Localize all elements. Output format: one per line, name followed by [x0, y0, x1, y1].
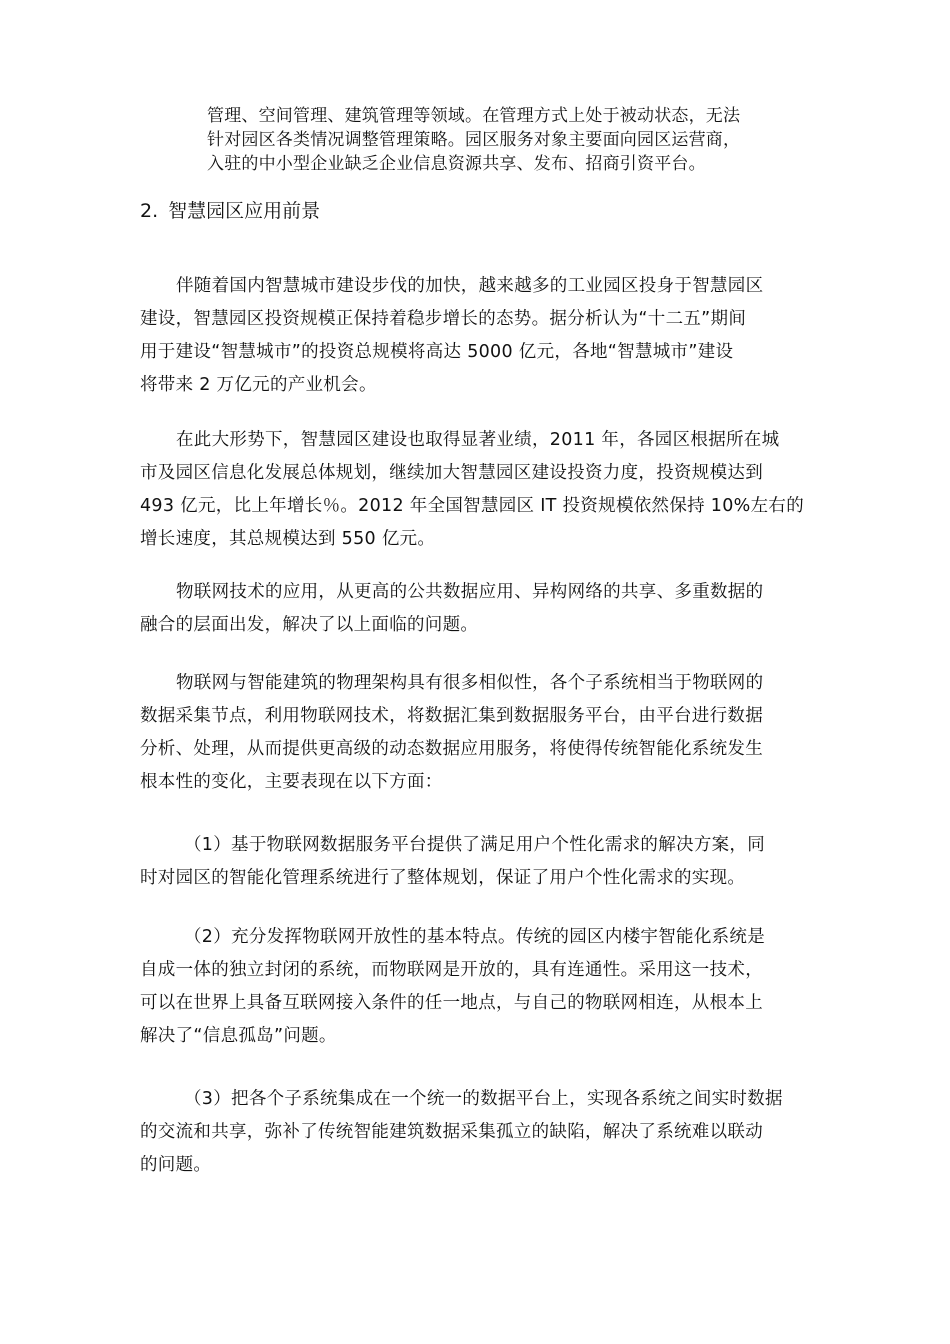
text-line: 493 亿元，比上年增长％。2012 年全国智慧园区 IT 投资规模依然保持 10%左右的	[140, 496, 804, 516]
section-title: 智慧园区应用前景	[168, 200, 321, 222]
text-line: 管理、空间管理、建筑管理等领域。在管理方式上处于被动状态，无法	[207, 106, 741, 126]
text-line: （3）把各个子系统集成在一个统一的数据平台上，实现各系统之间实时数据	[184, 1089, 783, 1109]
text-line: 融合的层面出发，解决了以上面临的问题。	[140, 615, 479, 635]
text-line: 的交流和共享，弥补了传统智能建筑数据采集孤立的缺陷，解决了系统难以联动	[140, 1122, 763, 1142]
text-line: 物联网与智能建筑的物理架构具有很多相似性，各个子系统相当于物联网的	[176, 673, 764, 693]
body-paragraph-3	[140, 576, 820, 642]
text-line: 增长速度，其总规模达到 550 亿元。	[140, 529, 436, 549]
text-line: 入驻的中小型企业缺乏企业信息资源共享、发布、招商引资平台。	[207, 154, 706, 174]
text-line: 建设，智慧园区投资规模正保持着稳步增长的态势。据分析认为“十二五”期间	[140, 309, 747, 329]
text-line: （2）充分发挥物联网开放性的基本特点。传统的园区内楼宇智能化系统是	[184, 927, 766, 947]
text-line: 时对园区的智能化管理系统进行了整体规划，保证了用户个性化需求的实现。	[140, 868, 746, 888]
list-item-2	[140, 921, 820, 1053]
text-line: 用于建设“智慧城市”的投资总规模将高达 5000 亿元，各地“智慧城市”建设	[140, 342, 734, 362]
text-line: 市及园区信息化发展总体规划，继续加大智慧园区建设投资力度，投资规模达到	[140, 463, 763, 483]
text-line: 伴随着国内智慧城市建设步伐的加快，越来越多的工业园区投身于智慧园区	[176, 276, 764, 296]
text-line: 可以在世界上具备互联网接入条件的任一地点，与自己的物联网相连，从根本上	[140, 993, 763, 1013]
text-line: 解决了“信息孤岛”问题。	[140, 1026, 337, 1046]
text-line: 将带来 2 万亿元的产业机会。	[140, 375, 377, 395]
text-line: 根本性的变化，主要表现在以下方面：	[140, 772, 443, 792]
list-item-1	[140, 829, 820, 895]
text-line: 分析、处理，从而提供更高级的动态数据应用服务，将使得传统智能化系统发生	[140, 739, 763, 759]
text-line: （1）基于物联网数据服务平台提供了满足用户个性化需求的解决方案，同	[184, 835, 766, 855]
text-line: 的问题。	[140, 1155, 212, 1175]
section-number: 2.	[140, 200, 159, 222]
text-line: 数据采集节点，利用物联网技术，将数据汇集到数据服务平台，由平台进行数据	[140, 706, 763, 726]
body-paragraph-2	[140, 424, 820, 556]
text-line: 物联网技术的应用，从更高的公共数据应用、异构网络的共享、多重数据的	[176, 582, 764, 602]
body-paragraph-4	[140, 667, 820, 799]
indented-continuation-paragraph	[207, 104, 817, 176]
section-heading	[140, 197, 320, 225]
text-line: 在此大形势下，智慧园区建设也取得显著业绩，2011 年，各园区根据所在城	[176, 430, 780, 450]
body-paragraph-1	[140, 270, 820, 402]
text-line: 针对园区各类情况调整管理策略。园区服务对象主要面向园区运营商，	[207, 130, 741, 150]
text-line: 自成一体的独立封闭的系统，而物联网是开放的，具有连通性。采用这一技术，	[140, 960, 763, 980]
list-item-3	[140, 1083, 820, 1182]
